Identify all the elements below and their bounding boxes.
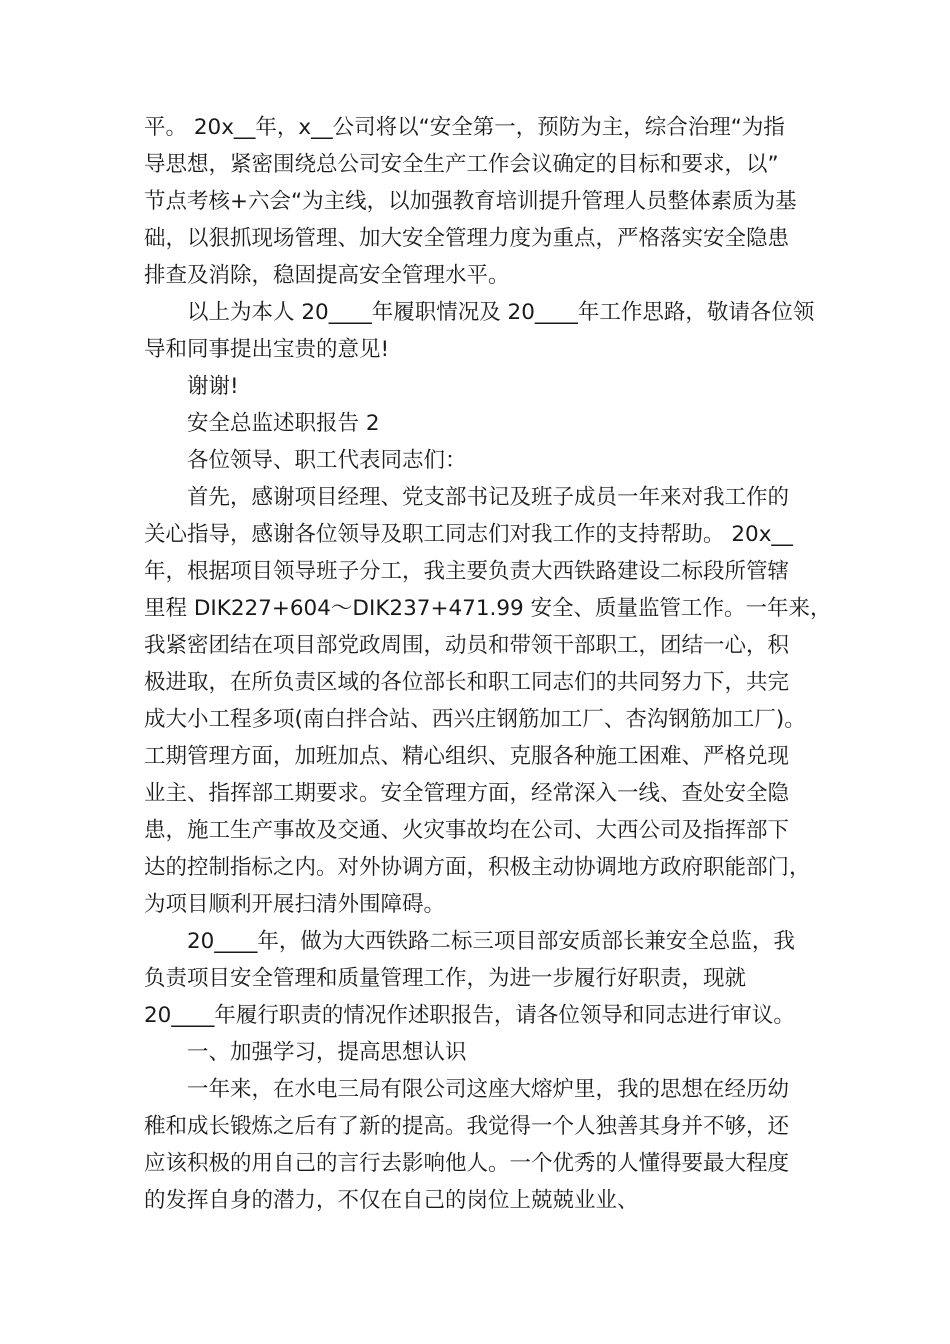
text-line: 的发挥自身的潜力，不仅在自己的岗位上兢兢业业、 bbox=[144, 1188, 639, 1213]
text-line: 首先，感谢项目经理、党支部书记及班子成员一年来对我工作的 bbox=[187, 485, 790, 510]
text-line: 关心指导，感谢各位领导及职工同志们对我工作的支持帮助。 20x__ bbox=[144, 522, 793, 547]
text-line: 以上为本人 20____年履职情况及 20____年工作思路，敬请各位领 bbox=[187, 300, 815, 325]
text-line: 我紧密团结在项目部党政周围，动员和带领干部职工，团结一心，积 bbox=[144, 633, 790, 658]
text-line: 极进取，在所负责区域的各位部长和职工同志们的共同努力下，共完 bbox=[144, 670, 790, 695]
text-line: 一年来，在水电三局有限公司这座大熔炉里，我的思想在经历幼 bbox=[187, 1077, 790, 1102]
text-line: 稚和成长锻炼之后有了新的提高。我觉得一个人独善其身并不够，还 bbox=[144, 1114, 790, 1139]
text-line: 一、加强学习，提高思想认识 bbox=[187, 1040, 467, 1065]
text-line: 里程 DIK227+604～DIK237+471.99 安全、质量监管工作。一年来， bbox=[144, 596, 832, 621]
text-line: 年，根据项目领导班子分工，我主要负责大西铁路建设二标段所管辖 bbox=[144, 559, 790, 584]
text-line: 导和同事提出宝贵的意见! bbox=[144, 337, 390, 362]
text-line: 达的控制指标之内。对外协调方面，积极主动协调地方政府职能部门， bbox=[144, 855, 811, 880]
text-line: 安全总监述职报告 2 bbox=[187, 411, 380, 436]
text-line: 节点考核+六会“为主线，以加强教育培训提升管理人员整体素质为基 bbox=[144, 189, 797, 214]
text-line: 平。 20x__年，x__公司将以“安全第一，预防为主，综合治理“为指 bbox=[144, 115, 785, 140]
text-line: 为项目顺利开展扫清外围障碍。 bbox=[144, 892, 446, 917]
document-page bbox=[144, 109, 832, 1219]
text-line: 20____年，做为大西铁路二标三项目部安质部长兼安全总监，我 bbox=[187, 929, 795, 954]
text-line: 业主、指挥部工期要求。安全管理方面，经常深入一线、查处安全隐 bbox=[144, 781, 790, 806]
text-line: 谢谢! bbox=[187, 374, 239, 399]
text-line: 导思想，紧密围绕总公司安全生产工作会议确定的目标和要求，以” bbox=[144, 152, 779, 177]
text-line: 工期管理方面，加班加点、精心组织、克服各种施工困难、严格兑现 bbox=[144, 744, 790, 769]
text-line: 应该积极的用自己的言行去影响他人。一个优秀的人懂得要最大程度 bbox=[144, 1151, 790, 1176]
text-line: 础，以狠抓现场管理、加大安全管理力度为重点，严格落实安全隐患 bbox=[144, 226, 790, 251]
text-line: 患，施工生产事故及交通、火灾事故均在公司、大西公司及指挥部下 bbox=[144, 818, 790, 843]
text-line: 20____年履行职责的情况作述职报告，请各位领导和同志进行审议。 bbox=[144, 1003, 795, 1028]
text-line: 成大小工程多项(南白拌合站、西兴庄钢筋加工厂、杏沟钢筋加工厂)。 bbox=[144, 707, 806, 732]
text-line: 各位领导、职工代表同志们： bbox=[187, 448, 467, 473]
text-line: 排查及消除，稳固提高安全管理水平。 bbox=[144, 263, 510, 288]
text-line: 负责项目安全管理和质量管理工作，为进一步履行好职责，现就 bbox=[144, 966, 747, 991]
